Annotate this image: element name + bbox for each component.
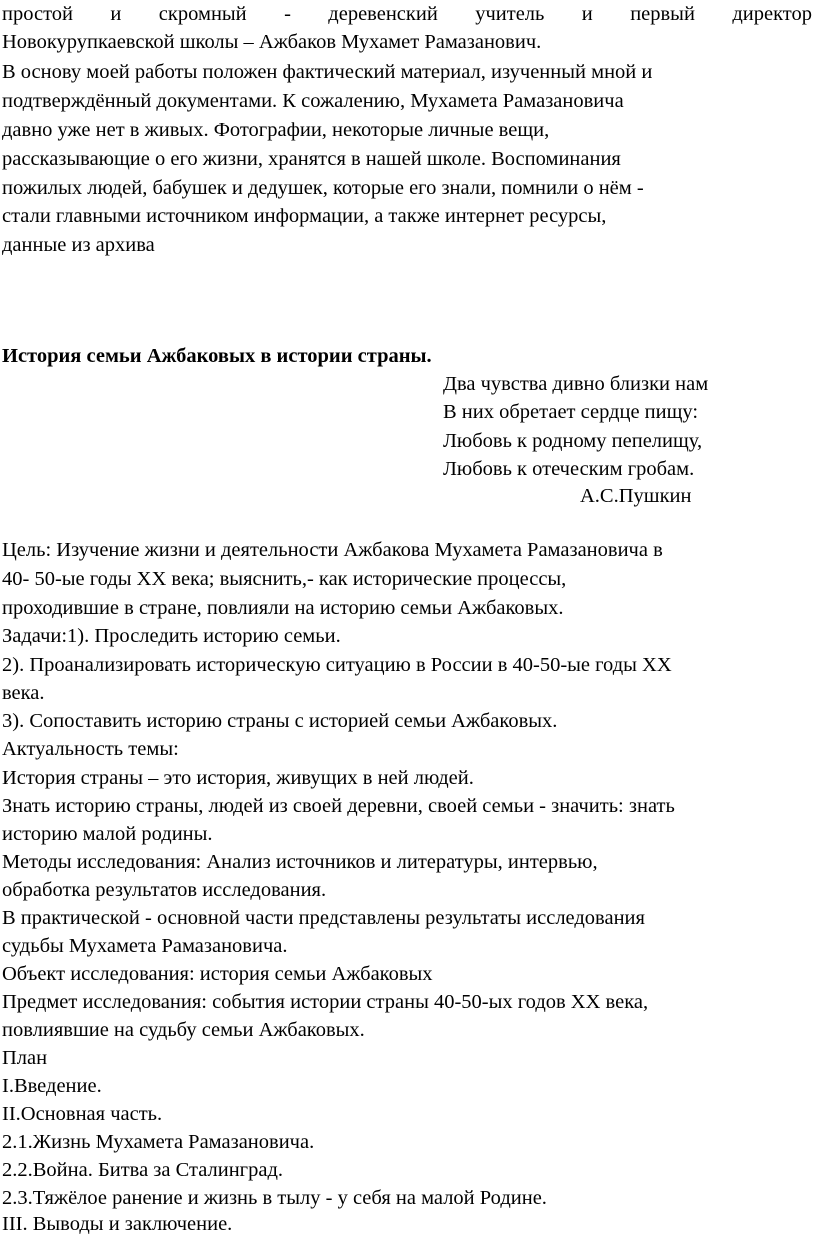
- tasks-line: 3). Сопоставить историю страны с историей семьи Ажбаковых.: [2, 710, 558, 732]
- intro-line: пожилых людей, бабушек и дедушек, которые его знали, помнили о нём -: [2, 177, 644, 199]
- intro-line: рассказывающие о его жизни, хранятся в нашей школе. Воспоминания: [2, 148, 621, 170]
- epigraph-line: Любовь к отеческим гробам.: [443, 458, 695, 480]
- plan-item: I.Введение.: [2, 1075, 102, 1097]
- intro-word: директор: [732, 3, 812, 25]
- intro-line-1: [2, 0, 812, 28]
- relevance-line: История страны – это история, живущих в ней людей.: [2, 767, 474, 789]
- intro-word: учитель: [475, 3, 545, 25]
- intro-word: простой: [2, 3, 73, 25]
- subject-line: повлиявшие на судьбу семьи Ажбаковых.: [2, 1019, 365, 1041]
- practical-line: судьбы Мухамета Рамазановича.: [2, 935, 288, 957]
- section-heading: История семьи Ажбаковых в истории страны.: [2, 345, 432, 367]
- intro-line: В основу моей работы положен фактический материал, изученный мной и: [2, 61, 653, 83]
- epigraph-line: Два чувства дивно близки нам: [443, 373, 709, 395]
- relevance-line: Знать историю страны, людей из своей деревни, своей семьи - значить: знать: [2, 795, 675, 817]
- intro-line: Новокурупкаевской школы – Ажбаков Мухамет Рамазанович.: [2, 31, 542, 53]
- goal-line: Цель: Изучение жизни и деятельности Ажбакова Мухамета Рамазановича в: [2, 539, 663, 561]
- goal-line: 40- 50-ые годы XX века; выяснить,- как исторические процессы,: [2, 568, 567, 590]
- intro-word: деревенский: [328, 3, 438, 25]
- intro-line: данные из архива: [2, 234, 155, 256]
- subject-line: Предмет исследования: события истории страны 40-50-ых годов XX века,: [2, 991, 649, 1013]
- intro-word: -: [284, 3, 291, 25]
- practical-line: В практической - основной части представлены результаты исследования: [2, 907, 645, 929]
- intro-word: и: [581, 3, 593, 25]
- intro-word: и: [110, 3, 122, 25]
- intro-line: стали главными источником информации, а также интернет ресурсы,: [2, 205, 607, 227]
- methods-line: обработка результатов исследования.: [2, 879, 327, 901]
- intro-word: скромный: [158, 3, 247, 25]
- methods-line: Методы исследования: Анализ источников и литературы, интервью,: [2, 851, 598, 873]
- plan-item: 2.1.Жизнь Мухамета Рамазановича.: [2, 1131, 315, 1153]
- plan-item: II.Основная часть.: [2, 1103, 163, 1125]
- tasks-line: Задачи:1). Проследить историю семьи.: [2, 625, 341, 647]
- intro-word: первый: [630, 3, 695, 25]
- relevance-line: Актуальность темы:: [2, 738, 179, 760]
- epigraph-line: Любовь к родному пепелищу,: [443, 430, 703, 452]
- epigraph-author: А.С.Пушкин: [580, 485, 692, 507]
- epigraph-line: В них обретает сердце пищу:: [443, 401, 699, 423]
- object-line: Объект исследования: история семьи Ажбаковых: [2, 963, 433, 985]
- tasks-line: 2). Проанализировать историческую ситуацию в России в 40-50-ые годы XX: [2, 654, 672, 676]
- tasks-line: века.: [2, 682, 45, 704]
- plan-item: III. Выводы и заключение.: [2, 1213, 233, 1235]
- relevance-line: историю малой родины.: [2, 823, 213, 845]
- plan-item: 2.3.Тяжёлое ранение и жизнь в тылу - у себя на малой Родине.: [2, 1187, 547, 1209]
- intro-line: подтверждённый документами. К сожалению, Мухамета Рамазановича: [2, 90, 624, 112]
- plan-item: 2.2.Война. Битва за Сталинград.: [2, 1159, 283, 1181]
- plan-heading: План: [2, 1047, 48, 1069]
- goal-line: проходившие в стране, повлияли на историю семьи Ажбаковых.: [2, 597, 564, 619]
- intro-line: давно уже нет в живых. Фотографии, некоторые личные вещи,: [2, 119, 550, 141]
